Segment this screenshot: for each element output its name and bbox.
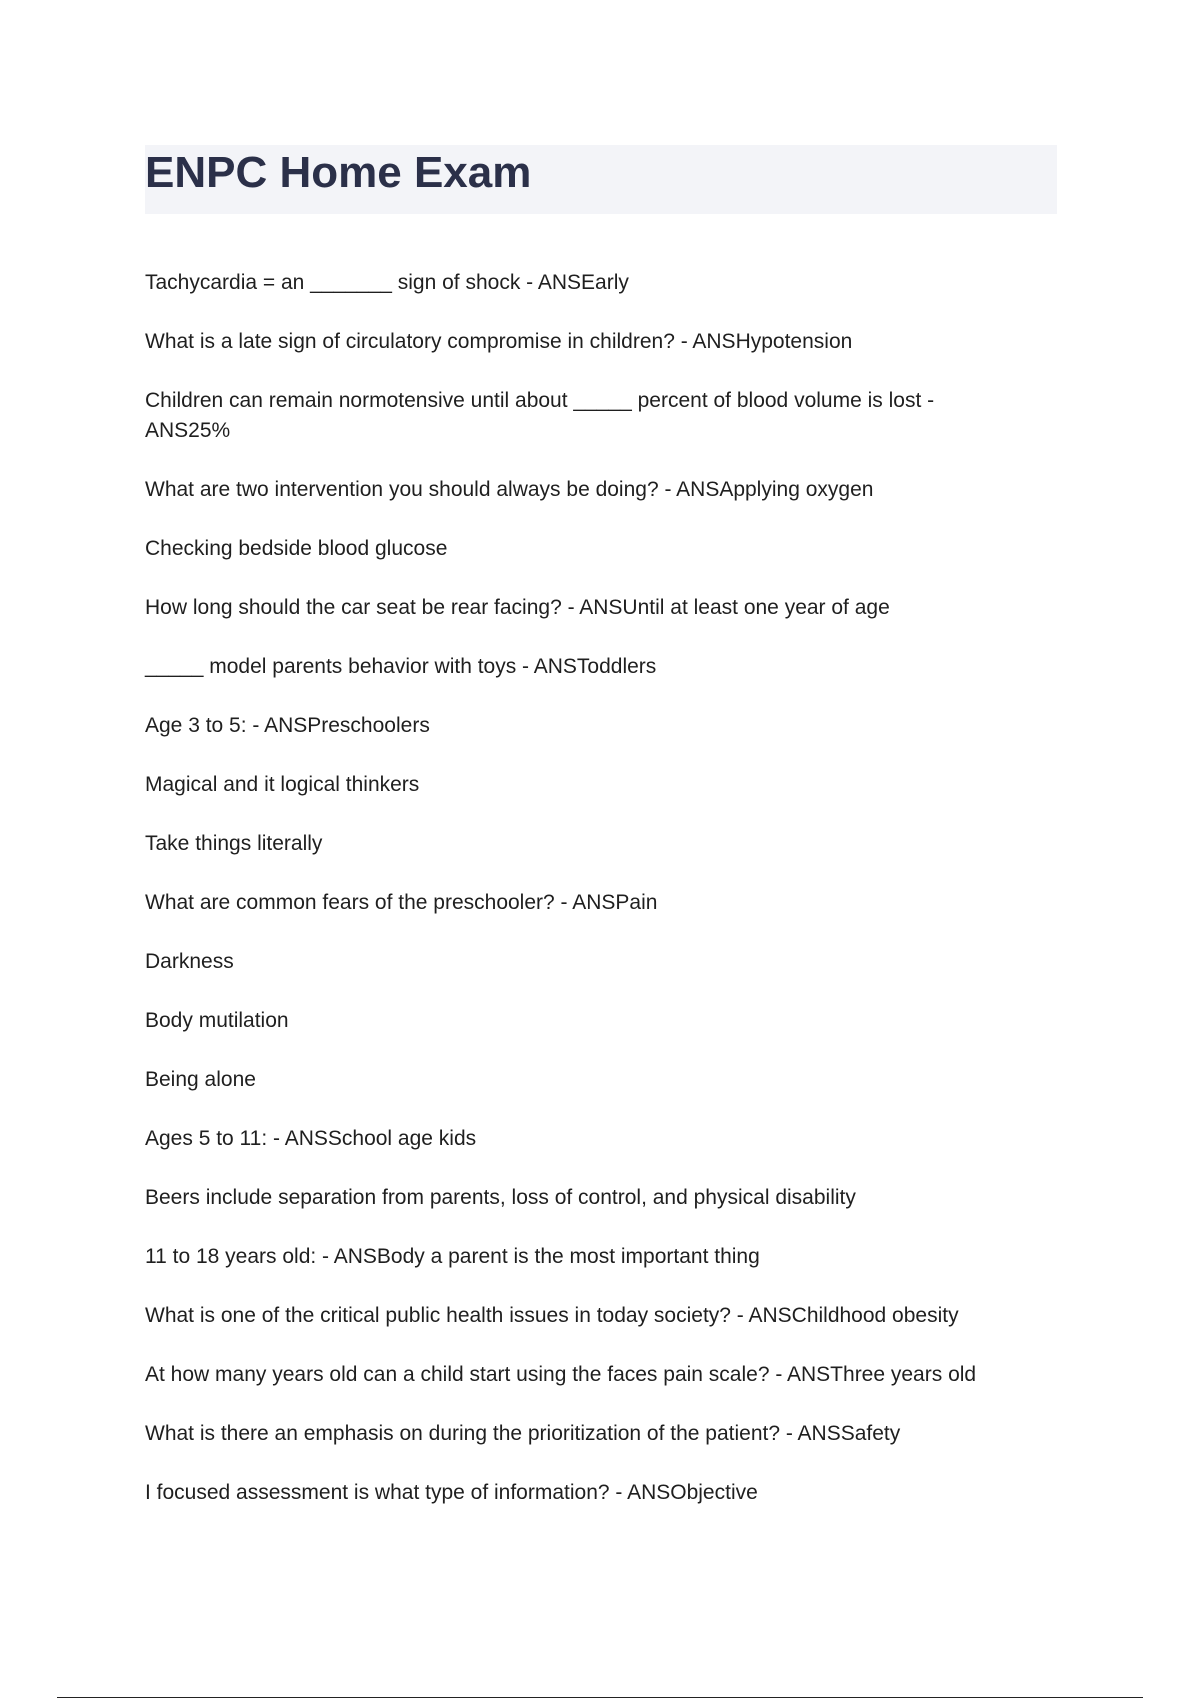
qa-line-19: At how many years old can a child start using the faces pain scale? - ANSThree years old [145,1363,977,1386]
qa-line-13: Body mutilation [145,1009,289,1032]
qa-line-15: Ages 5 to 11: - ANSSchool age kids [145,1127,477,1150]
footer-divider [57,1697,1143,1698]
qa-line-5: Checking bedside blood glucose [145,537,448,560]
qa-line-14: Being alone [145,1068,256,1091]
qa-line-21: I focused assessment is what type of information? - ANSObjective [145,1481,758,1504]
qa-line-17: 11 to 18 years old: - ANSBody a parent is the most important thing [145,1245,760,1268]
qa-line-4: What are two intervention you should always be doing? - ANSApplying oxygen [145,478,874,501]
qa-line-18: What is one of the critical public health issues in today society? - ANSChildhood obesity [145,1304,959,1327]
qa-line-6: How long should the car seat be rear facing? - ANSUntil at least one year of age [145,596,890,619]
page-title: ENPC Home Exam [145,148,532,197]
title-band [145,145,1057,214]
qa-line-1: Tachycardia = an _______ sign of shock - ANSEarly [145,271,629,294]
qa-line-3: Children can remain normotensive until about _____ percent of blood volume is lost - ANS25% [145,389,935,442]
qa-line-16: Beers include separation from parents, loss of control, and physical disability [145,1186,856,1209]
qa-line-10: Take things literally [145,832,323,855]
qa-line-11: What are common fears of the preschooler? - ANSPain [145,891,658,914]
qa-line-20: What is there an emphasis on during the prioritization of the patient? - ANSSafety [145,1422,901,1445]
qa-line-7: _____ model parents behavior with toys - ANSToddlers [145,655,657,678]
qa-line-12: Darkness [145,950,234,973]
qa-line-9: Magical and it logical thinkers [145,773,420,796]
qa-line-2: What is a late sign of circulatory compromise in children? - ANSHypotension [145,330,853,353]
qa-line-8: Age 3 to 5: - ANSPreschoolers [145,714,430,737]
document-body [145,268,1025,1537]
